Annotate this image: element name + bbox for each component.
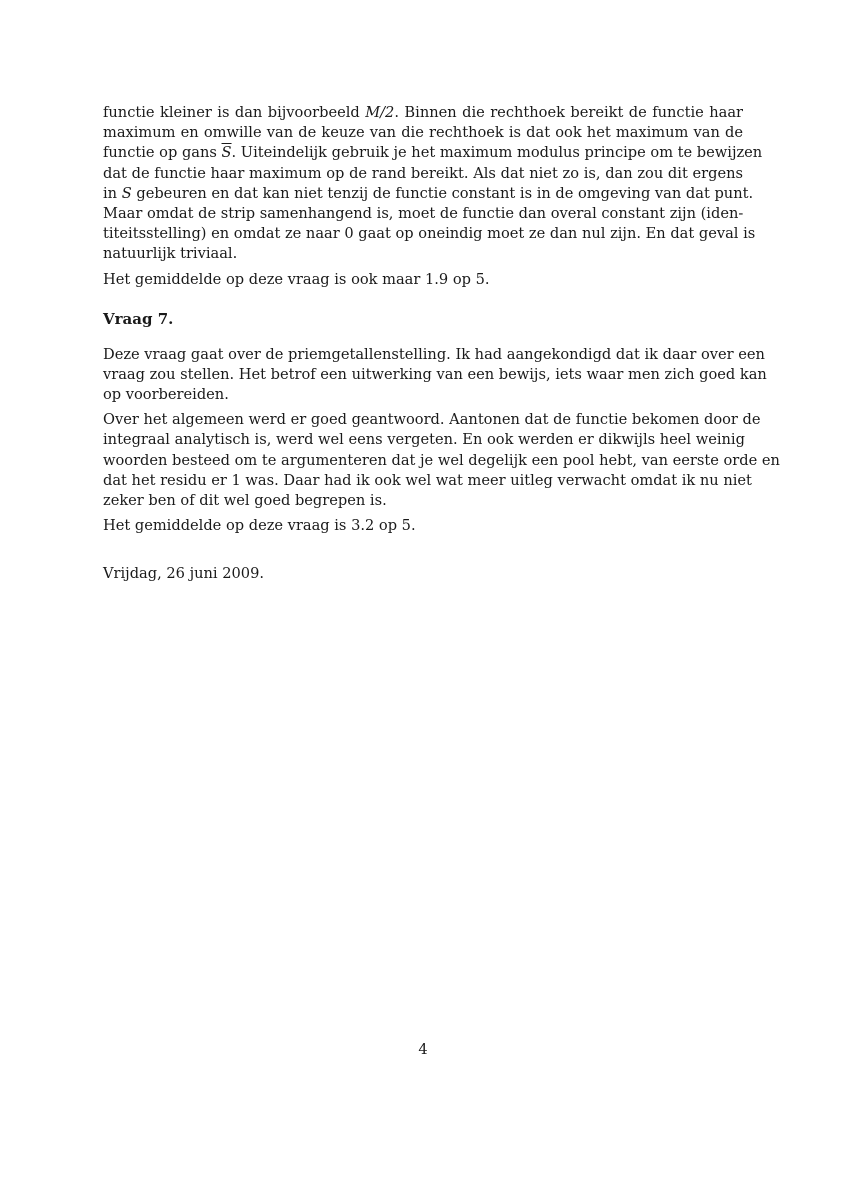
math-closure-symbol: $\overline{S}$ <box>221 144 232 162</box>
page-number: 4 <box>418 1041 428 1058</box>
text-segment: . Binnen die rechthoek bereikt de functie haar <box>394 104 743 121</box>
text-line: op voorbereiden. <box>103 386 229 404</box>
text-line: Over het algemeen werd er goed geantwoord. Aantonen dat de functie bekomen door de <box>103 411 761 429</box>
section-heading-vraag-7: Vraag 7. <box>103 309 174 328</box>
text-line <box>103 103 743 123</box>
text-segment: functie op gans <box>103 144 222 162</box>
math-expression: M/2 <box>365 104 395 121</box>
text-segment: . Uiteindelijk gebruik je het maximum modulus principe om te bewijzen <box>231 144 763 162</box>
text-segment: in <box>103 184 122 202</box>
question-7-paragraph-2 <box>103 410 780 511</box>
text-line: titeitsstelling) en omdat ze naar 0 gaat op oneindig moet ze dan nul zijn. En dat geval is <box>103 225 756 243</box>
text-line: Deze vraag gaat over de priemgetallenstelling. Ik had aangekondigd dat ik daar over een <box>103 345 765 363</box>
math-symbol: S <box>121 184 132 202</box>
question-7-paragraph-1 <box>103 345 767 406</box>
text-line: integraal analytisch is, werd wel eens vergeten. En ook werden er dikwijls heel weinig <box>103 431 745 449</box>
text-line: vraag zou stellen. Het betrof een uitwerking van een bewijs, iets waar men zich goed kan <box>103 365 767 383</box>
text-line: natuurlijk triviaal. <box>103 245 238 263</box>
average-text: Het gemiddelde op deze vraag is ook maar 1.9 op 5. <box>103 270 490 288</box>
text-line: maximum en omwille van de keuze van die rechthoek is dat ook het maximum van de <box>103 124 743 142</box>
intro-paragraph <box>103 103 763 265</box>
average-question-7 <box>103 516 743 536</box>
date-text: Vrijdag, 26 juni 2009. <box>103 565 264 583</box>
text-line <box>103 184 754 204</box>
text-line: Maar omdat de strip samenhangend is, moet de functie dan overal constant zijn (iden- <box>103 204 744 222</box>
text-segment: functie kleiner is dan bijvoorbeeld <box>103 104 366 121</box>
text-segment: gebeuren en dat kan niet tenzij de functie constant is in de omgeving van dat punt. <box>131 184 754 202</box>
average-text: Het gemiddelde op deze vraag is 3.2 op 5. <box>103 517 416 535</box>
text-line: zeker ben of dit wel goed begrepen is. <box>103 492 387 509</box>
text-line: dat de functie haar maximum op de rand bereikt. Als dat niet zo is, dan zou dit ergens <box>103 164 743 182</box>
document-date <box>103 564 743 584</box>
average-question-6 <box>103 270 743 290</box>
document-page <box>103 103 780 590</box>
text-line: dat het residu er 1 was. Daar had ik ook wel wat meer uitleg verwacht omdat ik nu niet <box>103 471 752 489</box>
text-line <box>103 143 763 163</box>
text-line: woorden besteed om te argumenteren dat je wel degelijk een pool hebt, van eerste orde en <box>103 451 780 469</box>
